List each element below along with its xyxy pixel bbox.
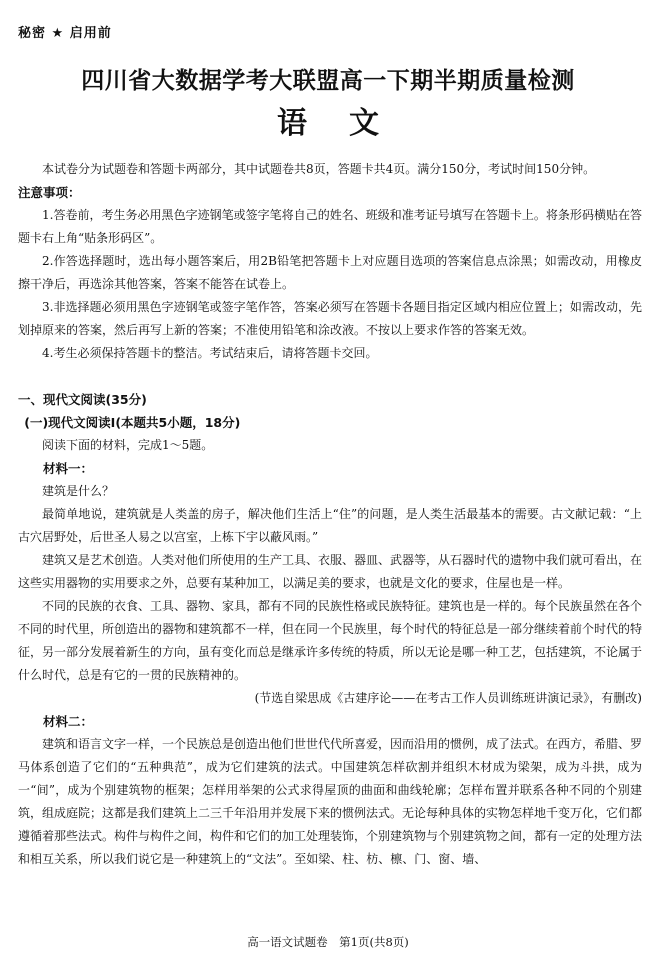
subject-title: 语文 xyxy=(277,106,421,141)
subsection-heading: (一)现代文阅读Ⅰ(本题共5小题，18分) xyxy=(24,415,241,430)
exam-title: 四川省大数据学考大联盟高一下期半期质量检测 xyxy=(81,67,575,94)
material-paragraph: 最简单地说，建筑就是人类盖的房子，解决他们生活上“住”的问题，是人类生活最基本的需要。古文献记载：“上古穴居野处，后世圣人易之以宫室，上栋下宇以蔽风雨。” xyxy=(18,507,642,544)
secrecy-mark: 秘密 ★ 启用前 xyxy=(18,26,112,41)
notice-item: 4.考生必须保持答题卡的整洁。考试结束后，请将答题卡交回。 xyxy=(42,346,378,360)
material-source: (节选自梁思成《古建序论——在考古工作人员训练班讲演记录》，有删改) xyxy=(254,691,642,705)
notice-heading: 注意事项： xyxy=(18,185,81,200)
section-heading: 一、现代文阅读(35分) xyxy=(18,392,147,407)
notice-item: 3.非选择题必须用黑色字迹钢笔或签字笔作答，答案必须写在答题卡各题目指定区域内相应位置上；如需改动，先划掉原来的答案，然后再写上新的答案；不准使用铅笔和涂改液。不按以上要求作答的答案无效。 xyxy=(18,300,642,337)
notice-item: 2.作答选择题时，选出每小题答案后，用2B铅笔把答题卡上对应题目选项的答案信息点涂黑；如需改动，用橡皮擦干净后，再选涂其他答案，答案不能答在试卷上。 xyxy=(18,254,642,291)
intro-paragraph: 本试卷分为试题卷和答题卡两部分，其中试题卷共8页，答题卡共4页。满分150分，考试时间150分钟。 xyxy=(42,162,596,176)
notice-item: 1.答卷前，考生务必用黑色字迹钢笔或签字笔将自己的姓名、班级和准考证号填写在答题卡上。将条形码横贴在答题卡右上角“贴条形码区”。 xyxy=(18,208,642,245)
reading-instruction: 阅读下面的材料，完成1～5题。 xyxy=(42,438,214,452)
material-paragraph: 建筑又是艺术创造。人类对他们所使用的生产工具、衣服、器皿、武器等，从石器时代的遗物中我们就可看出，在这些实用器物的实用要求之外，总要有某种加工，以满足美的要求，也就是文化的要求，住屋也是一样。 xyxy=(18,553,643,590)
material-paragraph: 不同的民族的衣食、工具、器物、家具，都有不同的民族性格或民族特征。建筑也是一样的。每个民族虽然在各个不同的时代里，所创造出的器物和建筑都不一样，但在同一个民族里，每个时代的特征总是一部分继续着前个时代的特征，另一部分发展着新生的方向，虽有变化而总是继承许多传统的特质，所以无论是哪一种工艺，包括建筑，不论属于什么时代，总是有它的一贯的民族精神的。 xyxy=(18,599,643,682)
material-label: 材料二： xyxy=(43,714,94,729)
exam-body xyxy=(18,158,642,871)
material-paragraph: 建筑是什么？ xyxy=(42,484,115,498)
page-footer: 高一语文试题卷 第1页(共8页) xyxy=(247,935,409,949)
material-paragraph: 建筑和语言文字一样，一个民族总是创造出他们世世代代所喜爱，因而沿用的惯例，成了法式。在西方，希腊、罗马体系创造了它们的“五种典范”，成为它们建筑的法式。中国建筑怎样砍割并组织木材成为梁架，成为斗拱，成为一“间”，成为个别建筑物的框架；怎样用举架的公式求得屋顶的曲面和曲线轮廓；怎样布置并联系各种不同的个别建筑，组成庭院；这都是我们建筑上二三千年沿用并发展下来的惯例法式。无论每种具体的实物怎样地千变万化，它们都遵循着那些法式。构件与构件之间，构件和它们的加工处理装饰，个别建筑物与个别建筑物之间，都有一定的处理方法和相互关系，所以我们说它是一种建筑上的“文法”。至如梁、柱、枋、檩、门、窗、墙、 xyxy=(18,737,643,866)
material-label: 材料一： xyxy=(43,461,94,476)
spacer xyxy=(18,365,642,388)
